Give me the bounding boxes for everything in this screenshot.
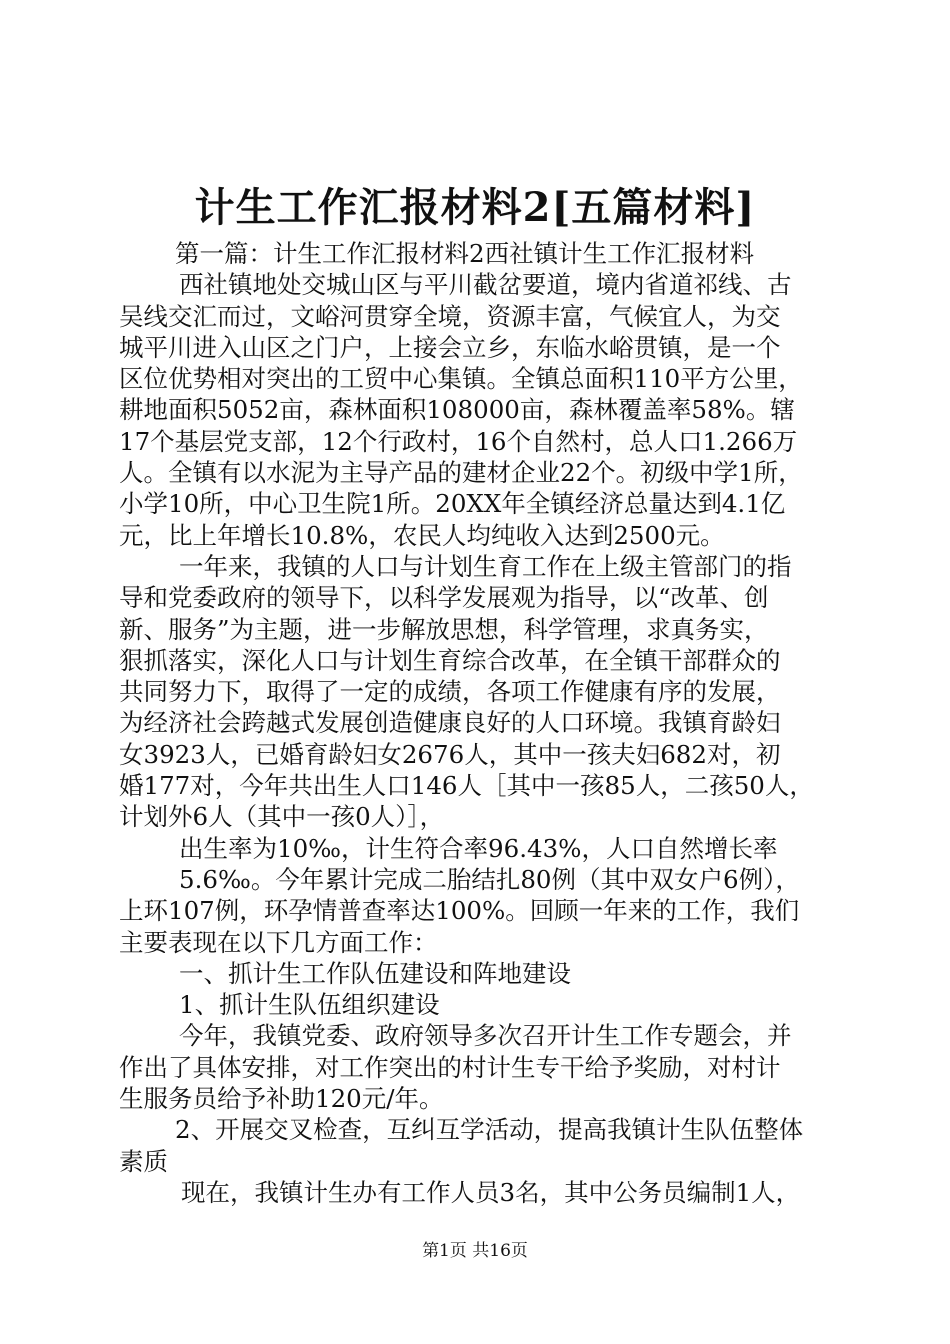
paragraph-line: 一年来，我镇的人口与计划生育工作在上级主管部门的指: [179, 551, 792, 581]
paragraph-line: 出生率为10‰，计生符合率96.43%，人口自然增长率: [179, 833, 778, 863]
paragraph-line: 狠抓落实，深化人口与计划生育综合改革，在全镇干部群众的: [119, 645, 781, 675]
paragraph-line: 现在，我镇计生办有工作人员3名，其中公务员编制1人，: [181, 1177, 801, 1207]
paragraph-line: 5.6‰。今年累计完成二胎结扎80例（其中双女户6例），: [179, 864, 800, 894]
paragraph-line: 区位优势相对突出的工贸中心集镇。全镇总面积110平方公里，: [119, 364, 803, 394]
section-heading-line: 第一篇：计生工作汇报材料2西社镇计生工作汇报材料: [175, 239, 755, 268]
paragraph-line: 今年，我镇党委、政府领导多次召开计生工作专题会，并: [179, 1021, 792, 1051]
paragraph-line: 耕地面积5052亩，森林面积108000亩，森林覆盖率58%。辖: [119, 395, 795, 425]
paragraph-line: 人。全镇有以水泥为主导产品的建材企业22个。初级中学1所，: [119, 458, 803, 488]
paragraph-line: 为经济社会跨越式发展创造健康良好的人口环境。我镇育龄妇: [119, 708, 781, 738]
subsection-heading-line: 1、抓计生队伍组织建设: [179, 990, 440, 1020]
paragraph-line: 作出了具体安排，对工作突出的村计生专干给予奖励，对村计: [119, 1052, 781, 1082]
subsection-heading-line: 2、开展交叉检查，互纠互学活动，提高我镇计生队伍整体: [175, 1115, 804, 1145]
section-heading-line: 一、抓计生工作队伍建设和阵地建设: [179, 958, 571, 988]
paragraph-line: 上环107例，环孕情普查率达100%。回顾一年来的工作，我们: [119, 896, 800, 926]
paragraph-line: 西社镇地处交城山区与平川截岔要道，境内省道祁线、古: [179, 270, 792, 300]
paragraph-line: 新、服务”为主题，进一步解放思想，科学管理，求真务实，: [119, 614, 769, 644]
paragraph-line: 生服务员给予补助120元/年。: [119, 1084, 444, 1114]
paragraph-line: 17个基层党支部，12个行政村，16个自然村，总人口1.266万: [119, 426, 798, 456]
paragraph-line: 素质: [119, 1146, 168, 1176]
document-title: 计生工作汇报材料2[五篇材料]: [194, 184, 756, 231]
paragraph-line: 婚177对，今年共出生人口146人［其中一孩85人，二孩50人，: [119, 771, 814, 801]
paragraph-line: 元，比上年增长10.8%，农民人均纯收入达到2500元。: [119, 520, 725, 550]
document-body: [119, 238, 837, 1208]
paragraph-line: 共同努力下，取得了一定的成绩，各项工作健康有序的发展，: [119, 677, 781, 707]
paragraph-line: 城平川进入山区之门户，上接会立乡，东临水峪贯镇，是一个: [119, 332, 781, 362]
page-number-footer: 第1页 共16页: [422, 1241, 528, 1261]
paragraph-line: 计划外6人（其中一孩0人）］，: [119, 802, 445, 832]
paragraph-line: 小学10所，中心卫生院1所。20XX年全镇经济总量达到4.1亿: [119, 489, 786, 519]
paragraph-line: 女3923人，已婚育龄妇女2676人，其中一孩夫妇682对，初: [119, 739, 781, 769]
paragraph-line: 吴线交汇而过，文峪河贯穿全境，资源丰富，气候宜人，为交: [119, 301, 781, 331]
paragraph-line: 主要表现在以下几方面工作：: [119, 927, 438, 957]
paragraph-line: 导和党委政府的领导下，以科学发展观为指导，以“改革、创: [119, 583, 769, 613]
